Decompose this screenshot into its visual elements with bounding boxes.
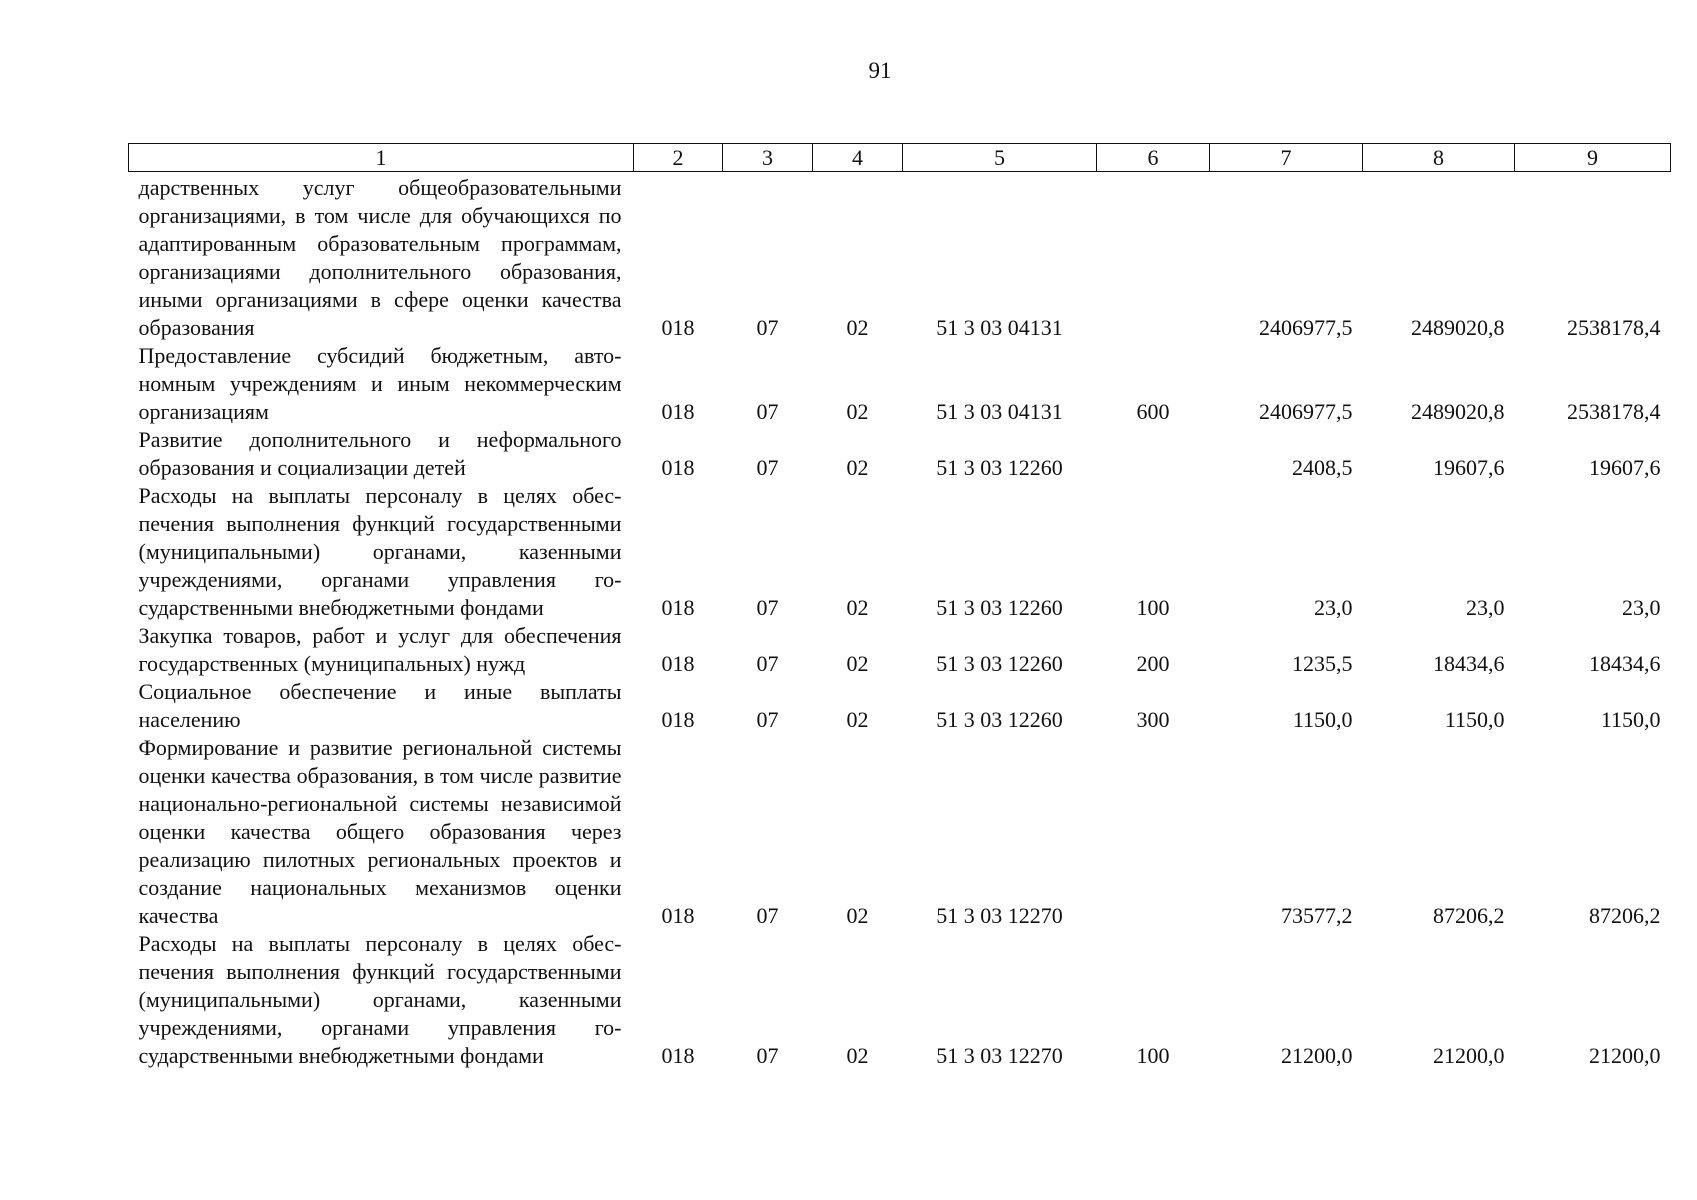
cell-amount-year2: 23,0 — [1466, 595, 1505, 620]
row-description: Расходы на выплаты персоналу в целях обеспечения выполнения функций государственными (муниципальными) органами, казенными учреждениями, органами управления государственными внебюджетными фондами — [138, 483, 622, 620]
header-cell: 6 — [1097, 144, 1210, 172]
cell-vr: 100 — [1136, 595, 1170, 620]
cell-csr: 51 3 03 12270 — [936, 903, 1063, 928]
table-row — [129, 930, 1671, 1070]
cell-csr: 51 3 03 12270 — [936, 1043, 1063, 1068]
cell-amount-year1: 2408,5 — [1292, 455, 1353, 480]
row-description: Расходы на выплаты персоналу в целях обеспечения выполнения функций государственными (муниципальными) органами, казенными учреждениями, органами управления государственными внебюджетными фондами — [138, 931, 622, 1068]
table-row — [129, 482, 1671, 622]
page-number: 91 — [868, 58, 892, 83]
cell-csr: 51 3 03 04131 — [936, 399, 1063, 424]
header-cell: 8 — [1363, 144, 1515, 172]
cell-amount-year3: 23,0 — [1622, 595, 1661, 620]
cell-ved: 018 — [661, 707, 695, 732]
cell-amount-year3: 1150,0 — [1600, 707, 1661, 732]
row-description: Закупка товаров, работ и услуг для обеспечения государственных (муниципальных) нужд — [138, 623, 622, 676]
cell-csr: 51 3 03 12260 — [936, 595, 1063, 620]
cell-ved: 018 — [661, 1043, 695, 1068]
header-cell: 3 — [723, 144, 813, 172]
cell-amount-year2: 2489020,8 — [1411, 399, 1505, 424]
row-description: дарственных услуг общеобразовательными организациями, в том числе для обучающихся по адаптированным образовательным программам, организациями дополнительного образования, иными организациями в сфере оценки качества образования — [138, 175, 622, 340]
cell-amount-year3: 2538178,4 — [1567, 399, 1661, 424]
cell-ved: 018 — [661, 399, 695, 424]
cell-amount-year2: 18434,6 — [1433, 651, 1505, 676]
table-row — [129, 426, 1671, 482]
cell-amount-year2: 2489020,8 — [1411, 315, 1505, 340]
header-cell: 5 — [903, 144, 1097, 172]
cell-rz: 07 — [756, 315, 779, 340]
cell-amount-year1: 21200,0 — [1281, 1043, 1353, 1068]
table-row — [129, 678, 1671, 734]
cell-amount-year1: 73577,2 — [1281, 903, 1353, 928]
table-row — [129, 172, 1671, 343]
cell-csr: 51 3 03 12260 — [936, 651, 1063, 676]
cell-csr: 51 3 03 12260 — [936, 455, 1063, 480]
cell-csr: 51 3 03 12260 — [936, 707, 1063, 732]
cell-pr: 02 — [846, 707, 869, 732]
table-body — [129, 172, 1671, 1071]
cell-ved: 018 — [661, 903, 695, 928]
cell-amount-year3: 87206,2 — [1589, 903, 1661, 928]
cell-amount-year2: 21200,0 — [1433, 1043, 1505, 1068]
table-row — [129, 734, 1671, 930]
cell-amount-year1: 23,0 — [1314, 595, 1353, 620]
header-cell: 9 — [1515, 144, 1671, 172]
cell-vr — [1097, 734, 1210, 930]
cell-ved: 018 — [661, 651, 695, 676]
budget-table — [128, 143, 1671, 1070]
cell-pr: 02 — [846, 455, 869, 480]
cell-pr: 02 — [846, 595, 869, 620]
cell-amount-year2: 1150,0 — [1444, 707, 1505, 732]
cell-csr: 51 3 03 04131 — [936, 315, 1063, 340]
row-description: Предоставление субсидий бюджетным, автономным учреждениям и иным некоммерческим организациям — [138, 343, 622, 424]
cell-rz: 07 — [756, 455, 779, 480]
cell-amount-year1: 1150,0 — [1292, 707, 1353, 732]
row-description: Формирование и развитие региональной системы оценки качества образования, в том числе развитие национально-региональной системы независимой оценки качества общего образования через реализацию пилотных региональных проектов и создание национальных механизмов оценки качества — [138, 735, 622, 928]
cell-pr: 02 — [846, 651, 869, 676]
table-header — [129, 144, 1671, 172]
table-row — [129, 622, 1671, 678]
table-row — [129, 342, 1671, 426]
cell-ved: 018 — [661, 315, 695, 340]
cell-rz: 07 — [756, 595, 779, 620]
cell-ved: 018 — [661, 595, 695, 620]
header-cell: 2 — [634, 144, 723, 172]
header-cell: 4 — [813, 144, 903, 172]
header-cell: 1 — [129, 144, 634, 172]
cell-pr: 02 — [846, 315, 869, 340]
cell-pr: 02 — [846, 399, 869, 424]
cell-amount-year3: 2538178,4 — [1567, 315, 1661, 340]
cell-vr: 200 — [1136, 651, 1170, 676]
cell-vr: 600 — [1136, 399, 1170, 424]
row-description: Развитие дополнительного и неформального образования и социализации детей — [138, 427, 622, 480]
cell-amount-year3: 18434,6 — [1589, 651, 1661, 676]
cell-rz: 07 — [756, 903, 779, 928]
cell-ved: 018 — [661, 455, 695, 480]
cell-rz: 07 — [756, 707, 779, 732]
header-row — [129, 144, 1671, 172]
cell-rz: 07 — [756, 1043, 779, 1068]
cell-pr: 02 — [846, 903, 869, 928]
row-description: Социальное обеспечение и иные выплаты населению — [138, 679, 622, 732]
cell-amount-year2: 19607,6 — [1433, 455, 1505, 480]
cell-amount-year1: 1235,5 — [1292, 651, 1353, 676]
cell-amount-year2: 87206,2 — [1433, 903, 1505, 928]
cell-vr: 300 — [1136, 707, 1170, 732]
header-cell: 7 — [1210, 144, 1363, 172]
cell-amount-year1: 2406977,5 — [1259, 399, 1353, 424]
cell-vr — [1097, 172, 1210, 343]
cell-vr — [1097, 426, 1210, 482]
cell-rz: 07 — [756, 399, 779, 424]
cell-vr: 100 — [1136, 1043, 1170, 1068]
cell-rz: 07 — [756, 651, 779, 676]
cell-amount-year3: 21200,0 — [1589, 1043, 1661, 1068]
cell-pr: 02 — [846, 1043, 869, 1068]
cell-amount-year1: 2406977,5 — [1259, 315, 1353, 340]
cell-amount-year3: 19607,6 — [1589, 455, 1661, 480]
